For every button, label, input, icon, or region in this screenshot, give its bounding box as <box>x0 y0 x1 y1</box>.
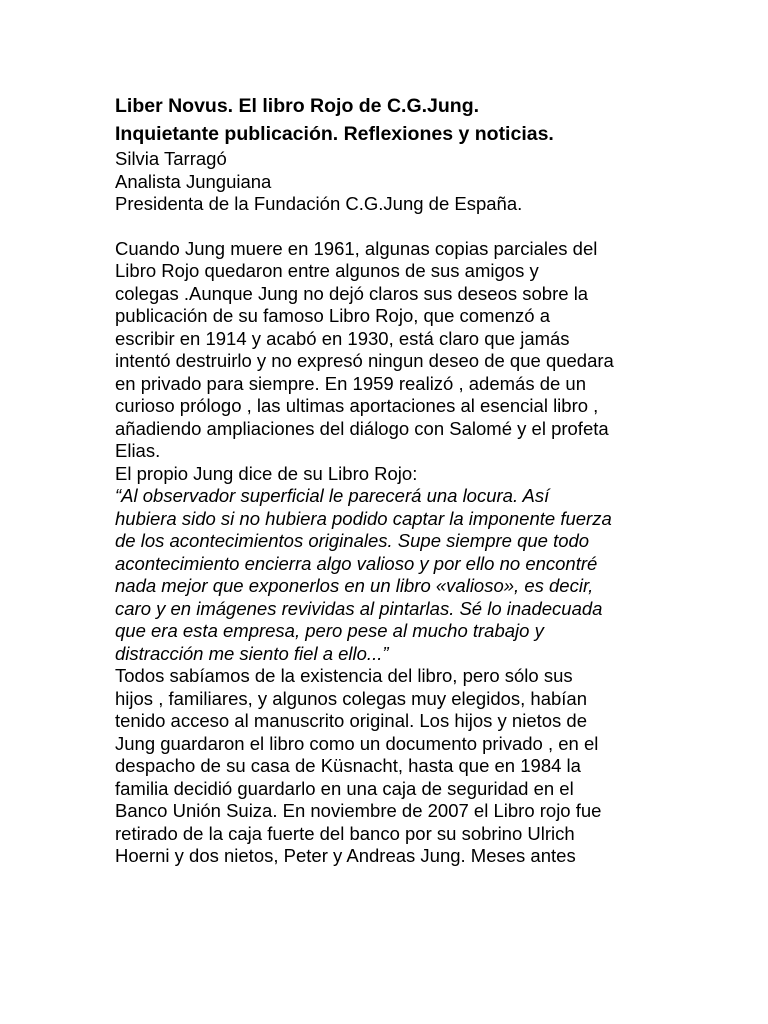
author-block <box>115 148 660 216</box>
document-title <box>115 92 660 148</box>
quote-line: acontecimiento encierra algo valioso y por ello no encontré <box>115 552 598 574</box>
title-line: Liber Novus. El libro Rojo de C.G.Jung. <box>115 95 480 117</box>
text-line: Todos sabíamos de la existencia del libro, pero sólo sus <box>115 665 573 686</box>
author-name: Silvia Tarragó <box>115 148 227 169</box>
text-line: colegas .Aunque Jung no dejó claros sus deseos sobre la <box>115 282 589 304</box>
paragraph-2 <box>115 665 660 868</box>
quote-line: distracción me siento fiel a ello...” <box>115 642 389 664</box>
text-line: publicación de su famoso Libro Rojo, que comenzó a <box>115 305 551 326</box>
quote-line: que era esta empresa, pero pese al mucho trabajo y <box>115 620 544 641</box>
text-line: Cuando Jung muere en 1961, algunas copias parciales del <box>115 237 598 259</box>
text-line: en privado para siempre. En 1959 realizó , además de un <box>115 372 587 394</box>
author-role: Analista Junguiana <box>115 170 272 192</box>
text-line: retirado de la caja fuerte del banco por su sobrino Ulrich <box>115 822 575 844</box>
quote-intro: El propio Jung dice de su Libro Rojo: <box>115 462 418 484</box>
text-line: curioso prólogo , las ultimas aportaciones al esencial libro , <box>115 395 599 416</box>
paragraph-gap <box>115 216 660 238</box>
text-line: Elias. <box>115 440 161 461</box>
quote-line: de los acontecimientos originales. Supe siempre que todo <box>115 530 590 551</box>
paragraph-1 <box>115 238 660 463</box>
text-line: familia decidió guardarlo en una caja de seguridad en el <box>115 777 574 799</box>
quote-line: “Al observador superficial le parecerá una locura. Así <box>115 485 550 506</box>
text-line: despacho de su casa de Küsnacht, hasta que en 1984 la <box>115 755 581 776</box>
jung-quote <box>115 485 660 665</box>
text-line: Jung guardaron el libro como un documento privado , en el <box>115 732 599 754</box>
title-line: Inquietante publicación. Reflexiones y noticias. <box>115 123 554 145</box>
author-position: Presidenta de la Fundación C.G.Jung de España. <box>115 193 523 214</box>
text-line: Banco Unión Suiza. En noviembre de 2007 el Libro rojo fue <box>115 800 602 821</box>
text-line: tenido acceso al manuscrito original. Los hijos y nietos de <box>115 710 588 731</box>
text-line: Libro Rojo quedaron entre algunos de sus amigos y <box>115 260 539 281</box>
text-line: intentó destruirlo y no expresó ningun deseo de que quedara <box>115 350 614 371</box>
quote-line: caro y en imágenes revividas al pintarlas. Sé lo inadecuada <box>115 597 603 619</box>
text-line: escribir en 1914 y acabó en 1930, está claro que jamás <box>115 327 570 349</box>
quote-line: nada mejor que exponerlos en un libro «valioso», es decir, <box>115 575 594 596</box>
text-line: añadiendo ampliaciones del diálogo con Salomé y el profeta <box>115 417 609 439</box>
document-page <box>115 92 660 868</box>
quote-line: hubiera sido si no hubiera podido captar la imponente fuerza <box>115 507 612 529</box>
text-line: Hoerni y dos nietos, Peter y Andreas Jung. Meses antes <box>115 845 576 866</box>
text-line: hijos , familiares, y algunos colegas muy elegidos, habían <box>115 687 588 709</box>
